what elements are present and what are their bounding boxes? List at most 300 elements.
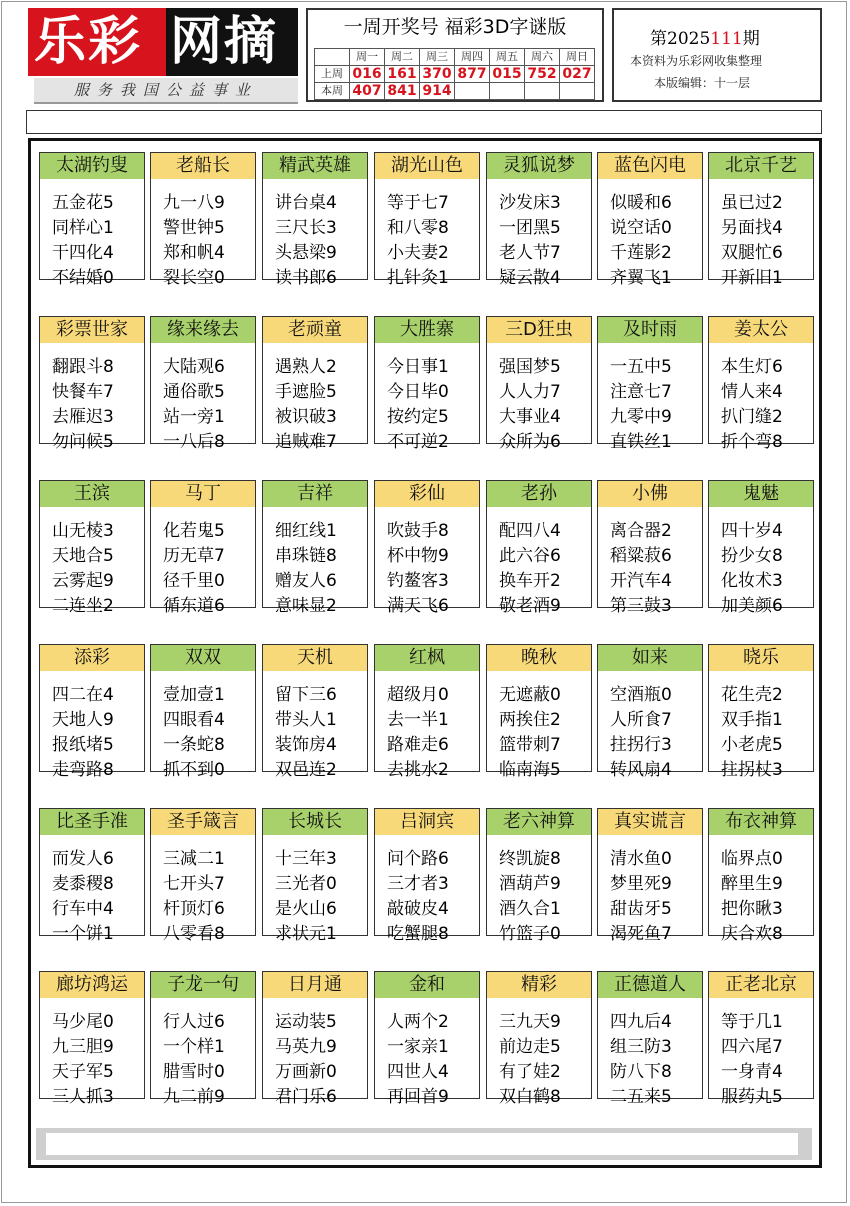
riddle-line: 大事业4 xyxy=(499,407,561,427)
riddle-cell xyxy=(262,644,368,780)
riddle-author: 廊坊鸿运 xyxy=(40,972,144,998)
riddle-line: 似暖和6 xyxy=(610,193,672,213)
riddle-cell xyxy=(486,480,592,616)
riddle-author: 精武英雄 xyxy=(263,153,367,179)
riddle-cell xyxy=(374,480,480,616)
riddle-lines xyxy=(163,847,225,947)
riddle-line: 头悬梁9 xyxy=(275,243,337,263)
riddle-lines xyxy=(387,683,449,783)
draw-number xyxy=(455,83,490,100)
riddle-line: 杯中物9 xyxy=(387,546,449,566)
riddle-lines xyxy=(721,847,783,947)
riddle-line: 报纸堵5 xyxy=(52,735,114,755)
riddle-author: 老六神算 xyxy=(487,809,591,835)
riddle-line: 三人抓3 xyxy=(52,1087,114,1107)
riddle-line: 去挑水2 xyxy=(387,760,449,780)
riddle-line: 快餐车7 xyxy=(52,382,114,402)
riddle-author: 正德道人 xyxy=(598,972,702,998)
riddle-author: 吕洞宾 xyxy=(375,809,479,835)
riddle-line: 而发人6 xyxy=(52,849,114,869)
riddle-author: 缘来缘去 xyxy=(151,317,255,343)
riddle-author: 金和 xyxy=(375,972,479,998)
riddle-lines xyxy=(275,847,337,947)
riddle-line: 三光者0 xyxy=(275,874,337,894)
riddle-line: 四六尾7 xyxy=(721,1037,783,1057)
riddle-line: 花生壳2 xyxy=(721,685,783,705)
riddle-cell xyxy=(374,316,480,452)
riddle-lines xyxy=(163,1010,225,1110)
riddle-line: 九零中9 xyxy=(610,407,672,427)
riddle-line: 另面找4 xyxy=(721,218,783,238)
riddle-line: 马英九9 xyxy=(275,1037,337,1057)
riddle-cell xyxy=(486,644,592,780)
riddle-line: 循东道6 xyxy=(163,596,225,616)
riddle-author: 长城长 xyxy=(263,809,367,835)
riddle-line: 酒久合1 xyxy=(499,899,561,919)
riddle-line: 大陆观6 xyxy=(163,357,225,377)
riddle-line: 串珠链8 xyxy=(275,546,337,566)
riddle-line: 警世钟5 xyxy=(163,218,225,238)
riddle-lines xyxy=(163,683,225,783)
riddle-lines xyxy=(499,191,561,291)
riddle-cell xyxy=(262,152,368,288)
riddle-line: 意味显2 xyxy=(275,596,337,616)
riddle-line: 八零看8 xyxy=(163,924,225,944)
riddle-lines xyxy=(387,519,449,619)
riddle-line: 庆合欢8 xyxy=(721,924,783,944)
riddle-cell xyxy=(150,808,256,944)
riddle-author: 彩票世家 xyxy=(40,317,144,343)
riddle-author: 精彩 xyxy=(487,972,591,998)
riddle-line: 两挨住2 xyxy=(499,710,561,730)
logo-text-left: 乐彩 xyxy=(34,12,143,72)
riddle-line: 万画新0 xyxy=(275,1062,337,1082)
riddle-line: 四九后4 xyxy=(610,1012,672,1032)
riddle-line: 超级月0 xyxy=(387,685,449,705)
day-label: 周日 xyxy=(560,49,595,66)
riddle-line: 拄拐行3 xyxy=(610,735,672,755)
riddle-line: 二连坐2 xyxy=(52,596,114,616)
riddle-line: 齐翼飞1 xyxy=(610,268,672,288)
riddle-author: 灵狐说梦 xyxy=(487,153,591,179)
riddle-line: 天子军5 xyxy=(52,1062,114,1082)
riddle-line: 终凯旋8 xyxy=(499,849,561,869)
riddle-lines xyxy=(610,191,672,291)
riddle-author: 子龙一句 xyxy=(151,972,255,998)
riddle-line: 细红线1 xyxy=(275,521,337,541)
riddle-line: 麦黍稷8 xyxy=(52,874,114,894)
riddle-lines xyxy=(610,519,672,619)
riddle-line: 离合器2 xyxy=(610,521,672,541)
draw-title: 一周开奖号 福彩3D字谜版 xyxy=(343,16,567,38)
riddle-cell xyxy=(597,808,703,944)
riddle-cell xyxy=(708,480,814,616)
riddle-line: 路难走6 xyxy=(387,735,449,755)
riddle-line: 带头人1 xyxy=(275,710,337,730)
riddle-line: 一身青4 xyxy=(721,1062,783,1082)
riddle-cell xyxy=(708,316,814,452)
riddle-line: 手遮脸5 xyxy=(275,382,337,402)
riddle-lines xyxy=(499,683,561,783)
riddle-line: 一条蛇8 xyxy=(163,735,225,755)
riddle-cell xyxy=(597,644,703,780)
riddle-lines xyxy=(721,683,783,783)
riddle-line: 千莲影2 xyxy=(610,243,672,263)
riddle-line: 抓不到0 xyxy=(163,760,225,780)
riddle-line: 竹篮子0 xyxy=(499,924,561,944)
riddle-line: 不结婚0 xyxy=(52,268,114,288)
riddle-lines xyxy=(275,191,337,291)
riddle-lines xyxy=(52,191,114,291)
this-week-label: 本周 xyxy=(315,83,350,100)
riddle-author: 布衣神算 xyxy=(709,809,813,835)
riddle-line: 一团黑5 xyxy=(499,218,561,238)
riddle-cell xyxy=(39,316,145,452)
riddle-line: 勿问候5 xyxy=(52,432,114,452)
riddle-line: 郑和帆4 xyxy=(163,243,225,263)
riddle-line: 临南海5 xyxy=(499,760,561,780)
riddle-lines xyxy=(610,847,672,947)
riddle-lines xyxy=(499,519,561,619)
riddle-line: 今日事1 xyxy=(387,357,449,377)
riddle-line: 小老虎5 xyxy=(721,735,783,755)
riddle-cell xyxy=(150,644,256,780)
riddle-lines xyxy=(499,1010,561,1110)
riddle-line: 杆顶灯6 xyxy=(163,899,225,919)
riddle-line: 开汽车4 xyxy=(610,571,672,591)
riddle-line: 追贼难7 xyxy=(275,432,337,452)
riddle-line: 小夫妻2 xyxy=(387,243,449,263)
riddle-line: 按约定5 xyxy=(387,407,449,427)
day-label: 周一 xyxy=(350,49,385,66)
riddle-cell xyxy=(486,152,592,288)
riddle-line: 今日毕0 xyxy=(387,382,449,402)
riddle-line: 加美颜6 xyxy=(721,596,783,616)
riddle-author: 圣手箴言 xyxy=(151,809,255,835)
riddle-line: 注意七7 xyxy=(610,382,672,402)
draw-number: 016 xyxy=(350,66,385,83)
riddle-line: 虽已过2 xyxy=(721,193,783,213)
day-label: 周六 xyxy=(525,49,560,66)
riddle-cell xyxy=(262,316,368,452)
riddle-line: 四十岁4 xyxy=(721,521,783,541)
riddle-line: 转风扇4 xyxy=(610,760,672,780)
draw-number: 161 xyxy=(385,66,420,83)
riddle-line: 情人来4 xyxy=(721,382,783,402)
riddle-line: 十三年3 xyxy=(275,849,337,869)
riddle-line: 求状元1 xyxy=(275,924,337,944)
editor-credit: 本版编辑：十一层 xyxy=(654,76,751,90)
riddle-author: 彩仙 xyxy=(375,481,479,507)
riddle-line: 干四化4 xyxy=(52,243,114,263)
riddle-author: 老船长 xyxy=(151,153,255,179)
riddle-line: 天地合5 xyxy=(52,546,114,566)
riddle-cell xyxy=(374,808,480,944)
riddle-line: 同样心1 xyxy=(52,218,114,238)
riddle-line: 有了娃2 xyxy=(499,1062,561,1082)
riddle-lines xyxy=(721,519,783,619)
issue-prefix: 第2025 xyxy=(650,29,711,49)
source-note: 本资料为乐彩网收集整理 xyxy=(630,54,763,68)
riddle-line: 稻粱菽6 xyxy=(610,546,672,566)
riddle-cell xyxy=(708,152,814,288)
riddle-line: 等于七7 xyxy=(387,193,449,213)
riddle-line: 一八后8 xyxy=(163,432,225,452)
riddle-cell xyxy=(39,480,145,616)
riddle-line: 二五来5 xyxy=(610,1087,672,1107)
riddle-lines xyxy=(721,355,783,455)
riddle-line: 疑云散4 xyxy=(499,268,561,288)
riddle-line: 九二前9 xyxy=(163,1087,225,1107)
riddle-line: 一个样1 xyxy=(163,1037,225,1057)
draw-number xyxy=(490,83,525,100)
riddle-line: 等于几1 xyxy=(721,1012,783,1032)
riddle-line: 钓鳌客3 xyxy=(387,571,449,591)
riddle-line: 不可逆2 xyxy=(387,432,449,452)
riddle-line: 被识破3 xyxy=(275,407,337,427)
footer-blank xyxy=(46,1133,798,1155)
riddle-line: 梦里死9 xyxy=(610,874,672,894)
riddle-lines xyxy=(387,847,449,947)
riddle-line: 清水鱼0 xyxy=(610,849,672,869)
riddle-line: 走弯路8 xyxy=(52,760,114,780)
riddle-line: 此六谷6 xyxy=(499,546,561,566)
riddle-cell xyxy=(486,316,592,452)
riddle-line: 四眼看4 xyxy=(163,710,225,730)
this-week-row xyxy=(315,83,595,100)
riddle-lines xyxy=(163,191,225,291)
riddle-line: 敲破皮4 xyxy=(387,899,449,919)
riddle-line: 化若鬼5 xyxy=(163,521,225,541)
riddle-line: 空酒瓶0 xyxy=(610,685,672,705)
riddle-line: 换车开2 xyxy=(499,571,561,591)
riddle-line: 翻跟斗8 xyxy=(52,357,114,377)
riddle-lines xyxy=(275,1010,337,1110)
riddle-lines xyxy=(499,355,561,455)
riddle-lines xyxy=(610,355,672,455)
riddle-line: 和八零8 xyxy=(387,218,449,238)
riddle-cell xyxy=(486,971,592,1107)
riddle-line: 强国梦5 xyxy=(499,357,561,377)
draw-table xyxy=(314,48,595,100)
riddle-line: 历无草7 xyxy=(163,546,225,566)
riddle-line: 扮少女8 xyxy=(721,546,783,566)
riddle-lines xyxy=(52,683,114,783)
riddle-cell xyxy=(150,480,256,616)
riddle-author: 吉祥 xyxy=(263,481,367,507)
riddle-cell xyxy=(374,152,480,288)
issue-number xyxy=(650,24,760,49)
riddle-line: 七开头7 xyxy=(163,874,225,894)
riddle-cell xyxy=(39,152,145,288)
riddle-lines xyxy=(52,847,114,947)
riddle-line: 折个弯8 xyxy=(721,432,783,452)
riddle-lines xyxy=(275,683,337,783)
slogan: 服务我国公益事业 xyxy=(34,78,298,104)
draw-header-row xyxy=(315,49,595,66)
riddle-cell xyxy=(374,644,480,780)
riddle-line: 人所食7 xyxy=(610,710,672,730)
riddle-cell xyxy=(708,971,814,1107)
riddle-cell xyxy=(262,808,368,944)
riddle-line: 去一半1 xyxy=(387,710,449,730)
riddle-author: 三D狂虫 xyxy=(487,317,591,343)
riddle-line: 九三胆9 xyxy=(52,1037,114,1057)
riddle-line: 裂长空0 xyxy=(163,268,225,288)
riddle-line: 化妆术3 xyxy=(721,571,783,591)
last-week-row xyxy=(315,66,595,83)
riddle-cell xyxy=(708,808,814,944)
riddle-line: 防八下8 xyxy=(610,1062,672,1082)
riddle-line: 把你瞅3 xyxy=(721,899,783,919)
riddle-line: 问个路6 xyxy=(387,849,449,869)
riddle-author: 正老北京 xyxy=(709,972,813,998)
riddle-line: 渴死鱼7 xyxy=(610,924,672,944)
riddle-author: 双双 xyxy=(151,645,255,671)
riddle-line: 老人节7 xyxy=(499,243,561,263)
riddle-line: 云雾起9 xyxy=(52,571,114,591)
riddle-author: 天机 xyxy=(263,645,367,671)
riddle-lines xyxy=(721,1010,783,1110)
last-week-label: 上周 xyxy=(315,66,350,83)
riddle-line: 人两个2 xyxy=(387,1012,449,1032)
day-label: 周二 xyxy=(385,49,420,66)
riddle-line: 沙发床3 xyxy=(499,193,561,213)
riddle-line: 众所为6 xyxy=(499,432,561,452)
riddle-author: 北京千艺 xyxy=(709,153,813,179)
riddle-line: 遇熟人2 xyxy=(275,357,337,377)
riddle-lines xyxy=(387,1010,449,1110)
riddle-cell xyxy=(262,480,368,616)
riddle-line: 第三鼓3 xyxy=(610,596,672,616)
draw-number xyxy=(525,83,560,100)
footer-bar xyxy=(36,1128,812,1160)
draw-number: 407 xyxy=(350,83,385,100)
riddle-line: 扎针灸1 xyxy=(387,268,449,288)
riddle-line: 酒葫芦9 xyxy=(499,874,561,894)
riddle-lines xyxy=(275,519,337,619)
riddle-cell xyxy=(150,971,256,1107)
riddle-author: 老顽童 xyxy=(263,317,367,343)
riddle-cell xyxy=(39,971,145,1107)
logo-text-right: 网摘 xyxy=(170,12,279,72)
riddle-line: 行人过6 xyxy=(163,1012,225,1032)
riddle-line: 去雁迟3 xyxy=(52,407,114,427)
riddle-line: 四世人4 xyxy=(387,1062,449,1082)
riddle-line: 行车中4 xyxy=(52,899,114,919)
day-label: 周四 xyxy=(455,49,490,66)
day-label: 周三 xyxy=(420,49,455,66)
riddle-line: 装饰房4 xyxy=(275,735,337,755)
riddle-lines xyxy=(387,355,449,455)
riddle-author: 如来 xyxy=(598,645,702,671)
riddle-line: 双手指1 xyxy=(721,710,783,730)
riddle-line: 服药丸5 xyxy=(721,1087,783,1107)
riddle-line: 壹加壹1 xyxy=(163,685,225,705)
draw-number xyxy=(560,83,595,100)
riddle-line: 说空话0 xyxy=(610,218,672,238)
riddle-author: 鬼魅 xyxy=(709,481,813,507)
riddle-line: 是火山6 xyxy=(275,899,337,919)
riddle-line: 双腿忙6 xyxy=(721,243,783,263)
riddle-line: 读书郎6 xyxy=(275,268,337,288)
riddle-cell xyxy=(597,316,703,452)
riddle-author: 真实谎言 xyxy=(598,809,702,835)
riddle-line: 径千里0 xyxy=(163,571,225,591)
riddle-lines xyxy=(610,1010,672,1110)
riddle-line: 四二在4 xyxy=(52,685,114,705)
riddle-author: 大胜寨 xyxy=(375,317,479,343)
draw-number: 914 xyxy=(420,83,455,100)
issue-num: 111 xyxy=(710,29,743,49)
riddle-lines xyxy=(52,1010,114,1110)
riddle-cell xyxy=(597,152,703,288)
riddle-lines xyxy=(387,191,449,291)
draw-number: 841 xyxy=(385,83,420,100)
riddle-line: 三尺长3 xyxy=(275,218,337,238)
riddle-author: 日月通 xyxy=(263,972,367,998)
riddle-line: 开新旧1 xyxy=(721,268,783,288)
riddle-lines xyxy=(275,355,337,455)
riddle-cell xyxy=(150,316,256,452)
riddle-line: 讲台桌4 xyxy=(275,193,337,213)
riddle-lines xyxy=(721,191,783,291)
riddle-line: 再回首9 xyxy=(387,1087,449,1107)
riddle-line: 组三防3 xyxy=(610,1037,672,1057)
riddle-line: 甜齿牙5 xyxy=(610,899,672,919)
riddle-author: 晓乐 xyxy=(709,645,813,671)
day-label: 周五 xyxy=(490,49,525,66)
riddle-lines xyxy=(163,519,225,619)
riddle-line: 一五中5 xyxy=(610,357,672,377)
riddle-lines xyxy=(163,355,225,455)
riddle-lines xyxy=(52,355,114,455)
draw-number: 752 xyxy=(525,66,560,83)
riddle-author: 王滨 xyxy=(40,481,144,507)
riddle-lines xyxy=(610,683,672,783)
riddle-line: 拄拐杖3 xyxy=(721,760,783,780)
riddle-line: 三九天9 xyxy=(499,1012,561,1032)
riddle-line: 腊雪时0 xyxy=(163,1062,225,1082)
draw-number: 877 xyxy=(455,66,490,83)
riddle-line: 五金花5 xyxy=(52,193,114,213)
riddle-line: 直铁丝1 xyxy=(610,432,672,452)
riddle-author: 小佛 xyxy=(598,481,702,507)
riddle-line: 赠友人6 xyxy=(275,571,337,591)
riddle-line: 吃蟹腿8 xyxy=(387,924,449,944)
riddle-line: 山无棱3 xyxy=(52,521,114,541)
riddle-lines xyxy=(499,847,561,947)
riddle-line: 本生灯6 xyxy=(721,357,783,377)
riddle-line: 一个饼1 xyxy=(52,924,114,944)
empty-banner xyxy=(26,110,822,134)
riddle-author: 姜太公 xyxy=(709,317,813,343)
riddle-line: 三减二1 xyxy=(163,849,225,869)
riddle-cell xyxy=(708,644,814,780)
riddle-line: 临界点0 xyxy=(721,849,783,869)
riddle-line: 天地人9 xyxy=(52,710,114,730)
issue-info-box xyxy=(612,8,822,102)
riddle-author: 太湖钓叟 xyxy=(40,153,144,179)
draw-number: 015 xyxy=(490,66,525,83)
riddle-author: 湖光山色 xyxy=(375,153,479,179)
riddle-author: 马丁 xyxy=(151,481,255,507)
riddle-author: 比圣手准 xyxy=(40,809,144,835)
riddle-cell xyxy=(262,971,368,1107)
riddle-line: 满天飞6 xyxy=(387,596,449,616)
riddle-line: 马少尾0 xyxy=(52,1012,114,1032)
riddle-line: 九一八9 xyxy=(163,193,225,213)
